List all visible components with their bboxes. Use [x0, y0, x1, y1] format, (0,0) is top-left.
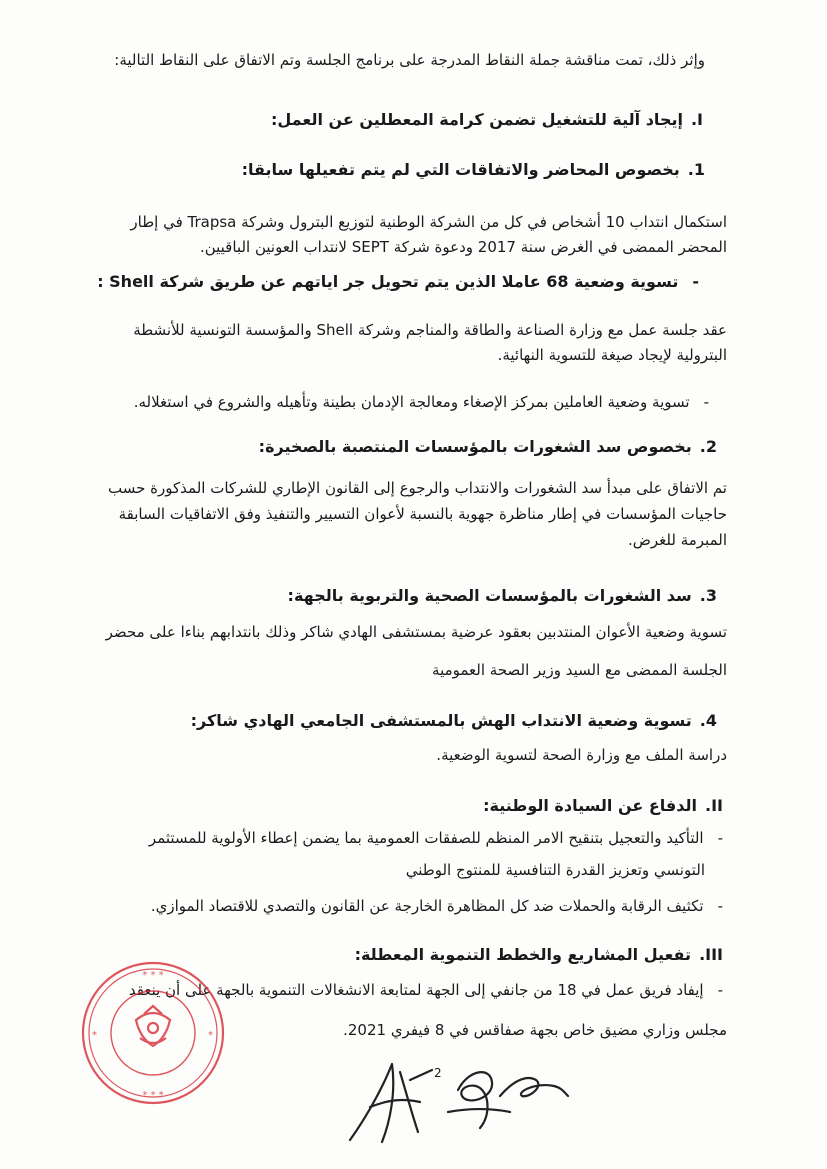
- handwritten-signatures: [340, 1052, 570, 1147]
- subsection-2-number: 2.: [699, 437, 717, 456]
- svg-text:* * *: * * *: [142, 1090, 164, 1101]
- subsection-3-number: 3.: [699, 586, 717, 605]
- subsection-2-para-line-3: المبرمة للغرض.: [627, 531, 727, 549]
- section-2-bullet-2-text: تكثيف الرقابة والحملات ضد كل المظاهرة الخارجة عن القانون والتصدي للاقتصاد الموازي.: [150, 897, 704, 915]
- official-stamp: [78, 958, 228, 1108]
- subsection-1-para-line-1: استكمال انتداب 10 أشخاص في كل من الشركة الوطنية لتوزيع البترول وشركة Trapsa في إطار: [130, 213, 727, 231]
- subsection-3-heading: [288, 586, 717, 606]
- svg-text:* * *: * * *: [142, 970, 164, 981]
- subsection-2-title: بخصوص سد الشغورات بالمؤسسات المنتصبة بالصخيرة:: [258, 437, 692, 456]
- section-3-heading: [355, 945, 723, 965]
- section-2-bullet-1-line-1: [149, 828, 723, 848]
- subsection-1-bullet-2: [134, 392, 709, 412]
- svg-text:*: *: [92, 1030, 97, 1041]
- section-3-title: تفعيل المشاريع والخطط التنموية المعطلة:: [354, 945, 692, 964]
- bullet-dash: -: [717, 829, 723, 847]
- bullet-dash: -: [703, 393, 709, 411]
- subsection-4-number: 4.: [699, 711, 717, 730]
- section-3-number: III.: [699, 945, 723, 964]
- subsection-4-heading: [191, 711, 717, 731]
- section-1-number: I.: [690, 110, 703, 129]
- subsection-1-heading: [242, 160, 705, 180]
- subsection-1-bullet-1-line-1: عقد جلسة عمل مع وزارة الصناعة والطاقة والمناجم وشركة Shell والمؤسسة التونسية للأنشطة: [133, 321, 727, 339]
- subsection-2-heading: [259, 437, 717, 457]
- intro-line-1: وإثر ذلك، تمت مناقشة جملة النقاط المدرجة على برنامج الجلسة وتم الاتفاق على النقاط التالية:: [114, 51, 705, 69]
- subsection-3-para-line-1: تسوية وضعية الأعوان المنتدبين بعقود عرضية بمستشفى الهادي شاكر وذلك بانتدابهم بناءا على محضر: [105, 623, 727, 641]
- svg-text:*: *: [208, 1030, 213, 1041]
- bullet-dash: -: [717, 981, 723, 999]
- subsection-1-bullet-1-text: تسوية وضعية 68 عاملا الذين يتم تحويل جر اياتهم عن طريق شركة Shell :: [97, 272, 679, 291]
- bullet-dash: -: [717, 897, 723, 915]
- subsection-3-para-line-2: الجلسة الممضى مع السيد وزير الصحة العمومية: [432, 661, 727, 679]
- section-2-bullet-1-line-2: التونسي وتعزيز القدرة التنافسية للمنتوج الوطني: [405, 861, 705, 879]
- subsection-4-title: تسوية وضعية الانتداب الهش بالمستشفى الجامعي الهادي شاكر:: [190, 711, 692, 730]
- section-1-heading: [271, 110, 703, 130]
- subsection-1-para-line-2: المحضر الممضى في الغرض سنة 2017 ودعوة شركة SEPT لانتداب العونين الباقيين.: [199, 238, 727, 256]
- subsection-2-para-line-2: حاجيات المؤسسات في إطار مناظرة جهوية بالنسبة لأعوان التسيير والتنفيذ وفق الاتفاقيات السابقة: [118, 505, 727, 523]
- subsection-1-bullet-2-text: تسوية وضعية العاملين بمركز الإصغاء ومعالجة الإدمان بطينة وتأهيله والشروع في استغلاله.: [133, 393, 690, 411]
- section-2-heading: [483, 796, 723, 816]
- subsection-4-para-line-1: دراسة الملف مع وزارة الصحة لتسوية الوضعية.: [436, 746, 727, 764]
- section-3-bullet-1-line-2: مجلس وزاري مضيق خاص بجهة صفاقس في 8 فيفري 2021.: [343, 1021, 727, 1039]
- section-2-title: الدفاع عن السيادة الوطنية:: [483, 796, 698, 815]
- section-1-title: إيجاد آلية للتشغيل تضمن كرامة المعطلين عن العمل:: [271, 110, 683, 129]
- subsection-2-para-line-1: تم الاتفاق على مبدأ سد الشغورات والانتداب والرجوع إلى القانون الإطاري للشركات المذكورة حسب: [108, 479, 727, 497]
- subsection-3-title: سد الشغورات بالمؤسسات الصحية والتربوية بالجهة:: [287, 586, 692, 605]
- page-number: 2: [434, 1066, 442, 1080]
- subsection-1-title: بخصوص المحاضر والاتفاقات التي لم يتم تفعيلها سابقا:: [241, 160, 680, 179]
- section-2-bullet-2: [151, 896, 723, 916]
- subsection-1-number: 1.: [687, 160, 705, 179]
- bullet-dash: -: [692, 272, 699, 291]
- section-3-bullet-1-text: إيفاد فريق عمل في 18 من جانفي إلى الجهة لمتابعة الانشغالات التنموية بالجهة على أن ينعقد: [128, 981, 704, 999]
- section-2-number: II.: [705, 796, 723, 815]
- section-2-bullet-1-text: التأكيد والتعجيل بتنقيح الامر المنظم للصفقات العمومية بما يضمن إعطاء الأولوية للمستثمر: [148, 829, 704, 847]
- subsection-1-bullet-1-line-2: البترولية لإيجاد صيغة للتسوية النهائية.: [497, 346, 727, 364]
- subsection-1-bullet-1: [97, 272, 699, 292]
